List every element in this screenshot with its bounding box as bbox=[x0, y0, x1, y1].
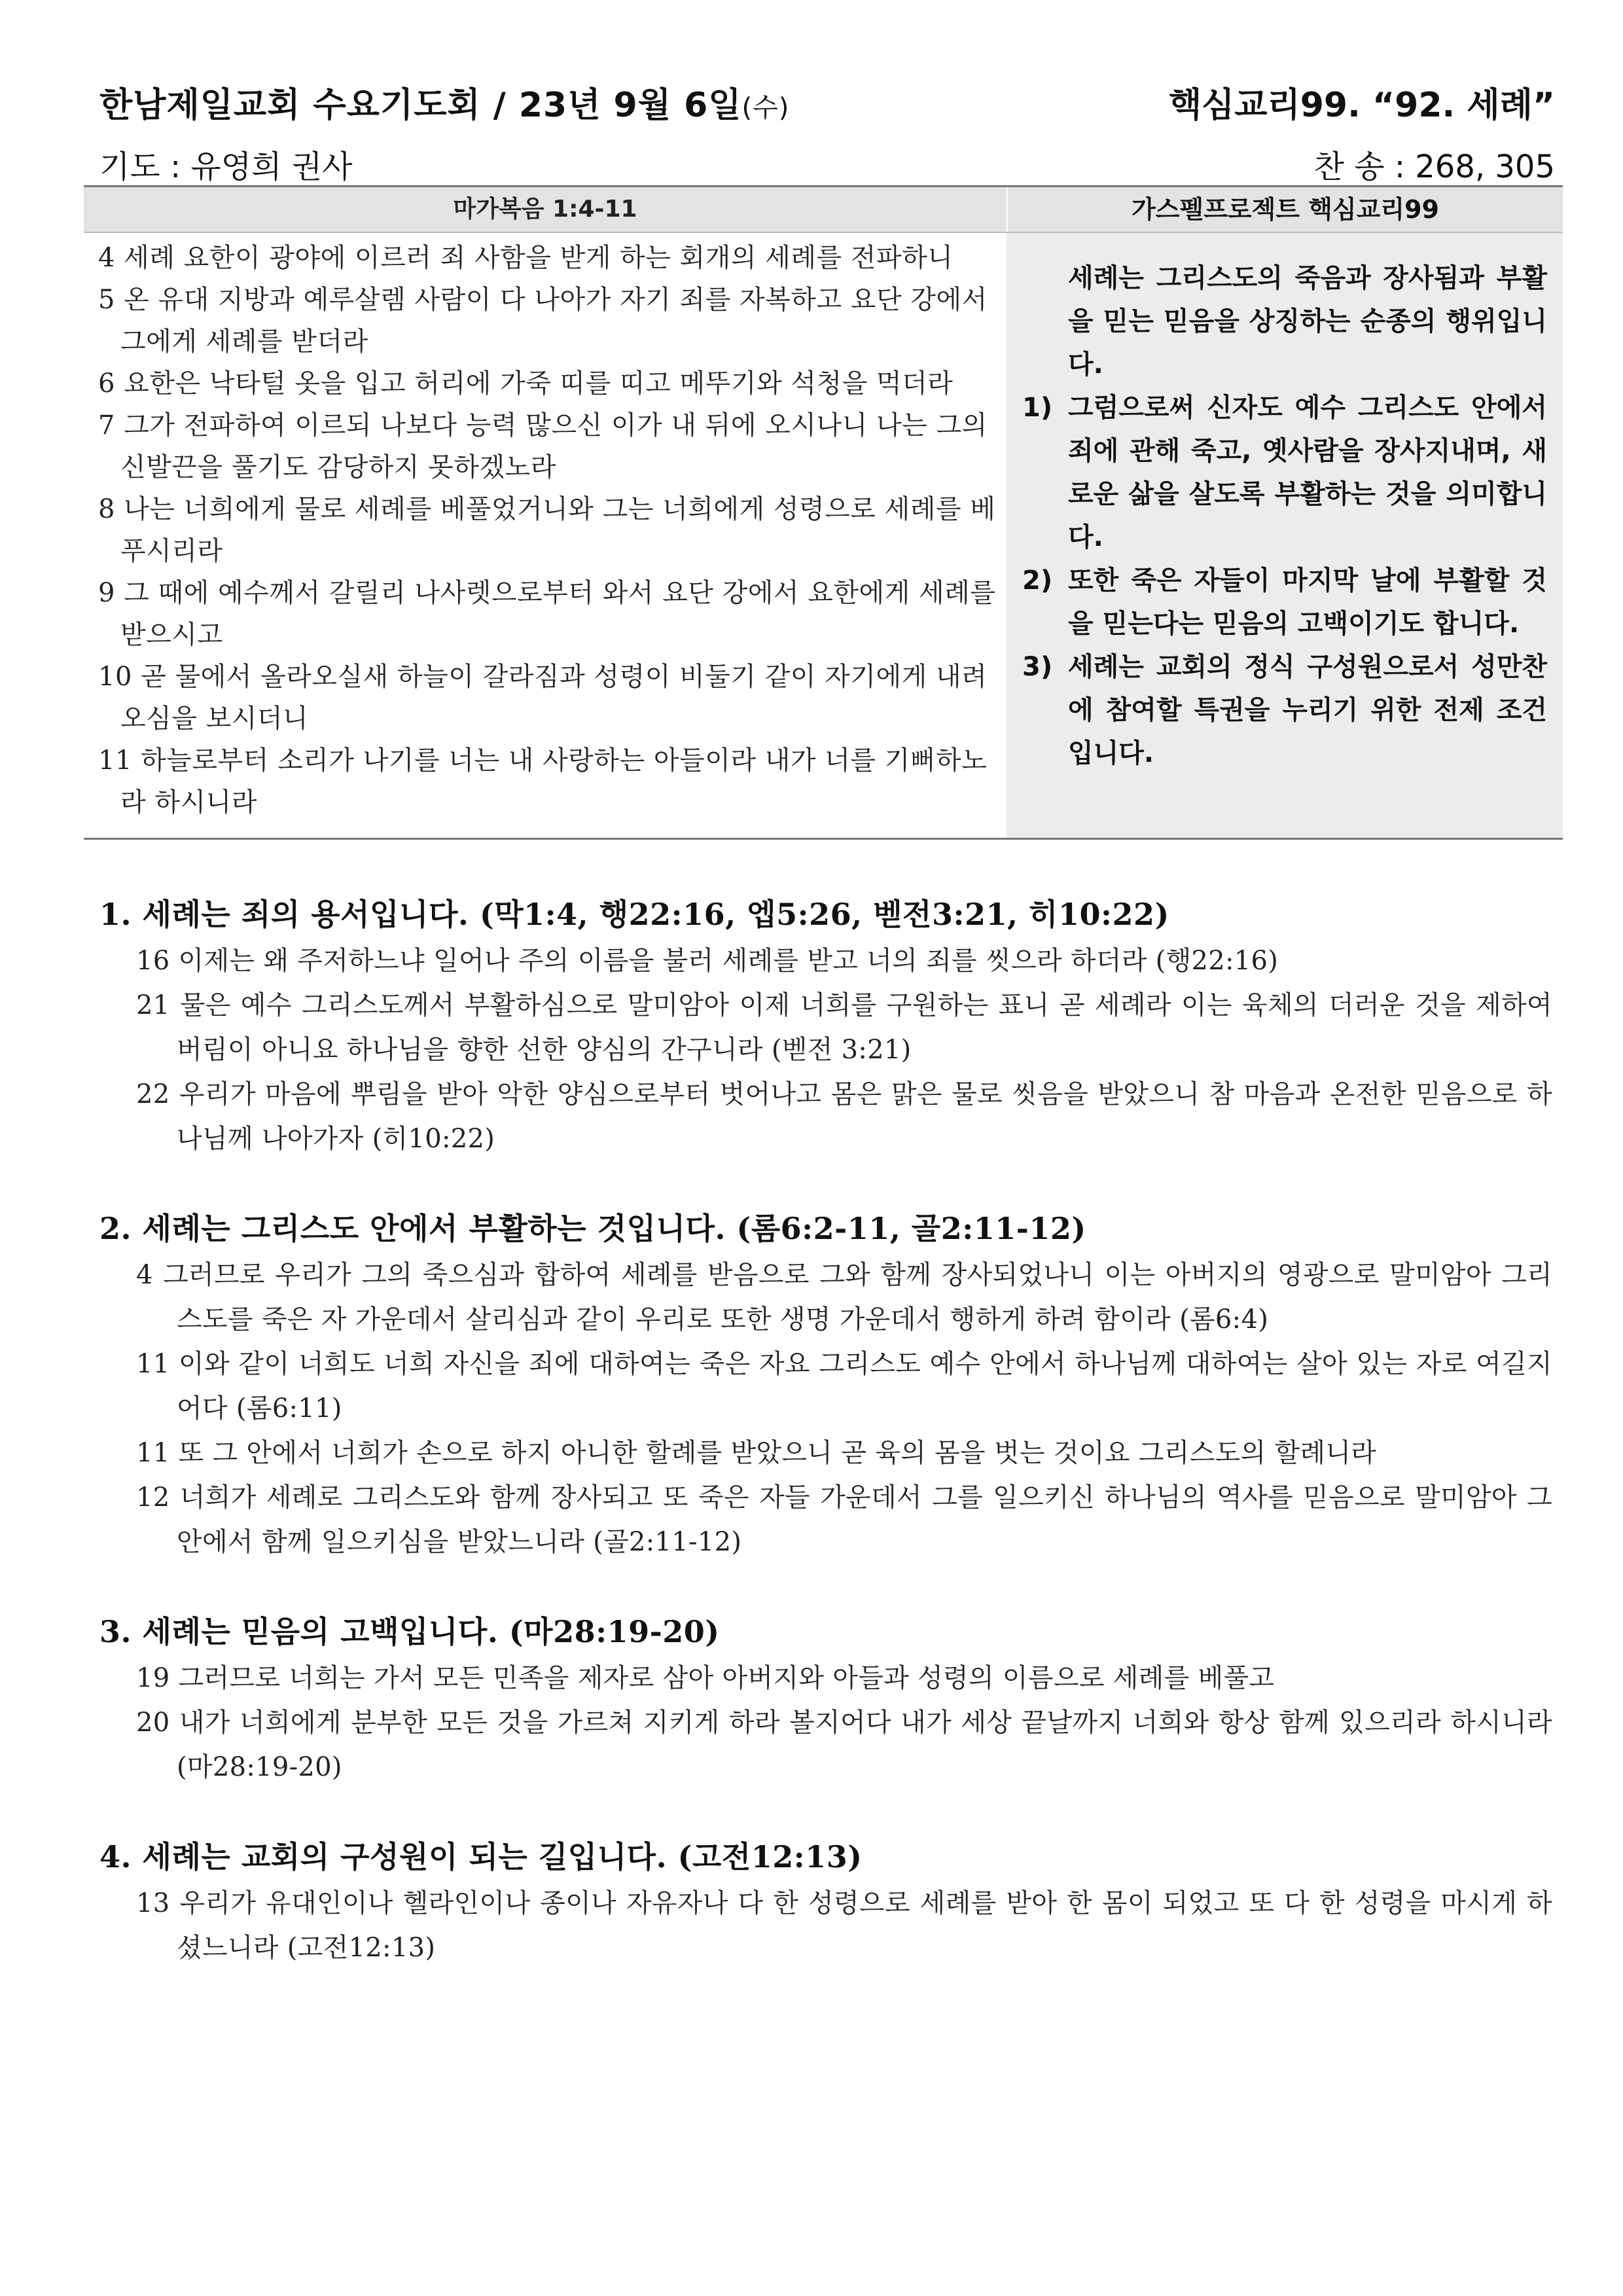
section-verse: 12 너희가 세례로 그리스도와 함께 장사되고 또 죽은 자들 가운데서 그를 일으키신 하나님의 역사를 믿음으로 말미암아 그 안에서 함께 일으키심을 받았느니라 (골2:11-12) bbox=[136, 1482, 1552, 1557]
section-verse: 11 또 그 안에서 너희가 손으로 하지 아니한 할례를 받았으니 곧 육의 몸을 벗는 것이요 그리스도의 할례니라 bbox=[136, 1438, 1377, 1468]
prayer-leader: 기도 : 유영희 권사 bbox=[99, 149, 353, 185]
doctrine-point bbox=[1022, 645, 1547, 775]
page-title-day: (수) bbox=[741, 93, 790, 123]
section-verse: 11 이와 같이 너희도 너희 자신을 죄에 대하여는 죽은 자요 그리스도 예수 안에서 하나님께 대하여는 살아 있는 자로 여길지어다 (롬6:11) bbox=[136, 1349, 1552, 1424]
scripture-verse: 4 세례 요한이 광야에 이르러 죄 사함을 받게 하는 회개의 세례를 전파하니 bbox=[98, 243, 954, 273]
section-verse: 4 그러므로 우리가 그의 죽으심과 합하여 세례를 받음으로 그와 함께 장사되었나니 이는 아버지의 영광으로 말미암아 그리스도를 죽은 자 가운데서 살리심과 같이 우리로 또한 생명 가운데서 행하게 하려 함이라 (롬6:4) bbox=[136, 1260, 1552, 1335]
table-body-row bbox=[84, 233, 1563, 838]
section-verse: 20 내가 너희에게 분부한 모든 것을 가르쳐 지키게 하라 볼지어다 내가 세상 끝날까지 너희와 항상 함께 있으리라 하시니라 (마28:19-20) bbox=[136, 1708, 1552, 1782]
scripture-passage bbox=[84, 233, 1007, 838]
doctrine-point-number: 1) bbox=[1022, 393, 1053, 423]
section-verse: 21 물은 예수 그리스도께서 부활하심으로 말미암아 이제 너희를 구원하는 표니 곧 세례라 이는 육체의 더러운 것을 제하여 버림이 아니요 하나님을 향한 선한 양심의 간구니라 (벧전 3:21) bbox=[136, 990, 1552, 1065]
section-verse: 22 우리가 마음에 뿌림을 받아 악한 양심으로부터 벗어나고 몸은 맑은 물로 씻음을 받았으니 참 마음과 온전한 믿음으로 하나님께 나아가자 (히10:22) bbox=[136, 1079, 1552, 1154]
scripture-verse: 11 하늘로부터 소리가 나기를 너는 내 사랑하는 아들이라 내가 너를 기뻐하노라 하시니라 bbox=[98, 745, 988, 817]
section-3 bbox=[99, 1607, 1552, 1789]
doctrine-point-text: 그럼으로써 신자도 예수 그리스도 안에서 죄에 관해 죽고, 옛사람을 장사지내며, 새로운 삶을 살도록 부활하는 것을 의미합니다. bbox=[1068, 393, 1547, 552]
scripture-verse: 7 그가 전파하여 이르되 나보다 능력 많으신 이가 내 뒤에 오시나니 나는 그의 신발끈을 풀기도 감당하지 못하겠노라 bbox=[98, 410, 988, 482]
scripture-header: 마가복음 1:4-11 bbox=[453, 196, 637, 223]
section-2 bbox=[99, 1204, 1552, 1564]
doctrine-point-text: 또한 죽은 자들이 마지막 날에 부활할 것을 믿는다는 믿음의 고백이기도 합니다. bbox=[1068, 565, 1547, 639]
section-heading: 3. 세례는 믿음의 고백입니다. (마28:19-20) bbox=[99, 1614, 720, 1649]
doctrine-point bbox=[1022, 386, 1547, 559]
scripture-verse: 10 곧 물에서 올라오실새 하늘이 갈라짐과 성령이 비둘기 같이 자기에게 내려오심을 보시더니 bbox=[98, 662, 988, 734]
doctrine-title: 핵심교리99. “92. 세례” bbox=[1168, 86, 1555, 125]
section-4 bbox=[99, 1833, 1552, 1970]
page-title-text: 한남제일교회 수요기도회 / 23년 9월 6일 bbox=[99, 86, 742, 125]
page bbox=[84, 0, 1563, 1963]
scripture-verse: 8 나는 너희에게 물로 세례를 베풀었거니와 그는 너희에게 성령으로 세례를 베푸시리라 bbox=[98, 494, 996, 566]
doctrine-point-number: 3) bbox=[1022, 652, 1053, 682]
doctrine-point-number: 2) bbox=[1022, 565, 1053, 596]
scripture-verse: 6 요한은 낙타털 옷을 입고 허리에 가죽 띠를 띠고 메뚜기와 석청을 먹더라 bbox=[98, 368, 954, 399]
section-heading: 1. 세례는 죄의 용서입니다. (막1:4, 행22:16, 엡5:26, 벧전3:21, 히10:22) bbox=[99, 897, 1169, 932]
scripture-verse: 9 그 때에 예수께서 갈릴리 나사렛으로부터 와서 요단 강에서 요한에게 세례를 받으시고 bbox=[98, 578, 996, 650]
section-heading: 4. 세례는 교회의 구성원이 되는 길입니다. (고전12:13) bbox=[99, 1839, 863, 1874]
page-header bbox=[84, 0, 1563, 185]
section-heading: 2. 세례는 그리스도 안에서 부활하는 것입니다. (롬6:2-11, 골2:11-12) bbox=[99, 1211, 1086, 1246]
section-verse: 19 그러므로 너희는 가서 모든 민족을 제자로 삼아 아버지와 아들과 성령의 이름으로 세례를 베풀고 bbox=[136, 1663, 1275, 1693]
table-header-row bbox=[84, 187, 1563, 233]
doctrine-summary bbox=[1007, 233, 1563, 838]
hymn-numbers: 찬 송 : 268, 305 bbox=[1313, 149, 1555, 185]
doctrine-intro: 세례는 그리스도의 죽음과 장사됨과 부활을 믿는 믿음을 상징하는 순종의 행위입니다. bbox=[1068, 263, 1547, 380]
section-verse: 13 우리가 유대인이나 헬라인이나 종이나 자유자나 다 한 성령으로 세례를 받아 한 몸이 되었고 또 다 한 성령을 마시게 하셨느니라 (고전12:13) bbox=[136, 1888, 1552, 1963]
page-title bbox=[99, 77, 789, 126]
scripture-verse: 5 온 유대 지방과 예루살렘 사람이 다 나아가 자기 죄를 자복하고 요단 강에서 그에게 세례를 받더라 bbox=[98, 285, 988, 357]
teaching-sections bbox=[99, 890, 1552, 2013]
doctrine-header: 가스펠프로젝트 핵심교리99 bbox=[1007, 187, 1563, 232]
scripture-doctrine-table bbox=[84, 185, 1563, 840]
doctrine-point bbox=[1022, 559, 1547, 645]
section-verse: 16 이제는 왜 주저하느냐 일어나 주의 이름을 불러 세례를 받고 너의 죄를 씻으라 하더라 (행22:16) bbox=[136, 946, 1279, 976]
section-1 bbox=[99, 890, 1552, 1161]
doctrine-point-text: 세례는 교회의 정식 구성원으로서 성만찬에 참여할 특권을 누리기 위한 전제 조건입니다. bbox=[1068, 652, 1547, 768]
